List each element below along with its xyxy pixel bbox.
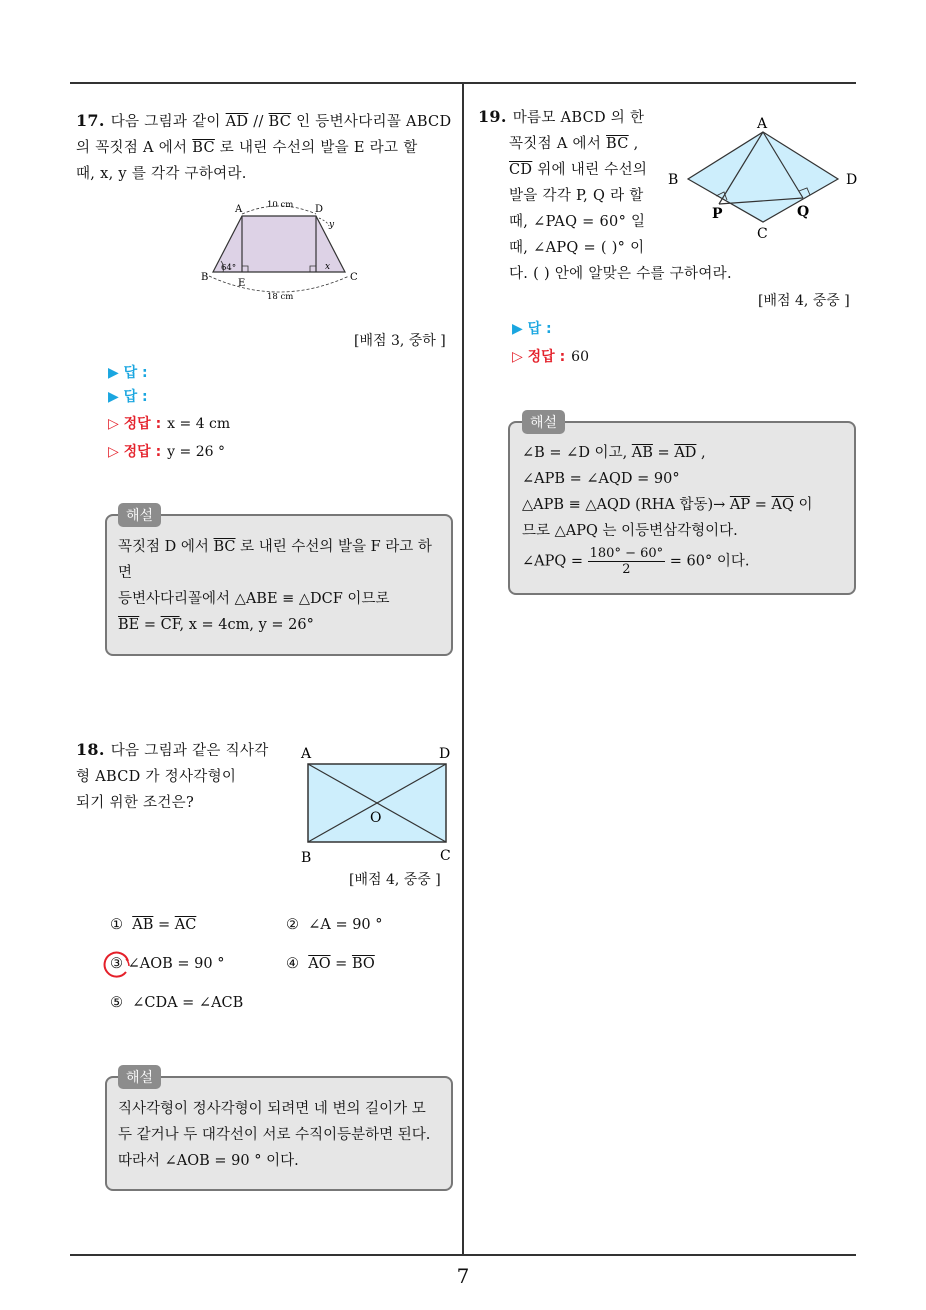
q19-number: 19. <box>478 107 507 126</box>
q18-label-D: D <box>439 746 451 762</box>
q18-score: [배점 4, 중중 ] <box>349 872 441 888</box>
q19-label-B: B <box>668 172 679 188</box>
q18-choice-2[interactable]: ② ∠A = 90 ° <box>286 917 383 933</box>
q18-number: 18. <box>76 740 105 759</box>
q17-question <box>76 108 460 187</box>
q17-angle-label: 64° <box>221 263 237 273</box>
q18-label-B: B <box>301 850 312 866</box>
q19-solution-tag: 해설 <box>522 410 565 434</box>
q17-correct-1: ▷ 정답 : x = 4 cm <box>108 416 231 432</box>
q19-question: 19. 마름모 ABCD 의 한 꼭짓점 A 에서 $\overline{BC}$ , $\overline{CD}$ 위에 내린 수선의 발을 각각 P, Q 라 할 때, ∠PAQ = 60° 일 때, ∠APQ = ( )° 이 다. ( ) 안에 알맞은 수를 구하여라. <box>478 107 732 282</box>
q19-label-C: C <box>757 226 768 242</box>
q19-answer-input[interactable]: ▶ 답 : <box>512 321 552 337</box>
q18-label-A: A <box>301 746 312 762</box>
q19-correct: ▷ 정답 : 60 <box>512 349 589 365</box>
q17-label-A: A <box>235 204 243 215</box>
q17-label-B: B <box>201 272 209 283</box>
q19-label-Q: Q <box>797 204 810 220</box>
q18-correct-answer-circle-icon <box>102 950 132 980</box>
page-number: 7 <box>456 1264 470 1288</box>
q17-bottom-length: 18 cm <box>267 292 294 302</box>
q18-label-O: O <box>370 810 382 826</box>
q17-number: 17. <box>76 111 105 130</box>
q18-choice-5[interactable]: ⑤ ∠CDA = ∠ACB <box>110 995 244 1011</box>
q18-choice-3[interactable]: ③ ∠AOB = 90 ° <box>110 956 225 972</box>
q17-correct-2: ▷ 정답 : y = 26 ° <box>108 444 225 460</box>
q19-label-P: P <box>712 206 723 222</box>
q19-label-A: A <box>757 116 768 132</box>
q17-top-length: 10 cm <box>267 200 294 210</box>
q18-solution-tag: 해설 <box>118 1065 161 1089</box>
q17-solution-tag: 해설 <box>118 503 161 527</box>
q18-question: 18. 다음 그림과 같은 직사각 형 ABCD 가 정사각형이 되기 위한 조건은? <box>76 740 269 811</box>
q17-answer-input-2[interactable]: ▶ 답 : <box>108 389 148 405</box>
q17-line2: 의 꼭짓점 A 에서 $\overline{BC}$ 로 내린 수선의 발을 E 라고 할 <box>76 140 418 156</box>
q19-solution-text: ∠B = ∠D 이고, $\overline{AB} = \overline{AD}$ , ∠APB = ∠AQD = 90° △APB ≡ △AQD (RHA 합동)→ $\overline{AP} = \overline{AQ}$ 이 므로 △APQ 는 이등변삼각형이다. ∠APQ = $\frac{180^\circ - 60^\circ}{2}$ = 60° 이다. <box>522 445 813 577</box>
q19-fraction: $\frac{180^\circ - 60^\circ}{2}$ <box>589 546 664 577</box>
q19-label-D: D <box>846 172 858 188</box>
q17-score: [배점 3, 중하 ] <box>354 333 446 349</box>
q17-answer-input-1[interactable]: ▶ 답 : <box>108 365 148 381</box>
q18-choice-4[interactable]: ④ $\overline{AO} = \overline{BO}$ <box>286 956 375 972</box>
q19-rhombus-figure <box>660 112 860 244</box>
q17-label-C: C <box>350 272 358 283</box>
q17-line3: 때, x, y 를 각각 구하여라. <box>76 166 247 182</box>
q18-solution-text: 직사각형이 정사각형이 되려면 네 변의 길이가 모 두 같거나 두 대각선이 서로 수직이등분하면 된다. 따라서 ∠AOB = 90 ° 이다. <box>118 1101 431 1169</box>
q19-score: [배점 4, 중중 ] <box>758 293 850 309</box>
q18-label-C: C <box>440 848 451 864</box>
bottom-rule <box>70 1254 856 1256</box>
q17-trapezoid-figure <box>195 196 365 306</box>
q17-label-D: D <box>315 204 324 215</box>
q17-solution-text: 꼭짓점 D 에서 $\overline{BC}$ 로 내린 수선의 발을 F 라고 하 면 등변사다리꼴에서 △ABE ≡ △DCF 이므로 $\overline{BE} = \overline{CF}$, x = 4cm, y = 26° <box>118 539 432 633</box>
q18-choice-1[interactable]: ① $\overline{AB} = \overline{AC}$ <box>110 917 197 933</box>
q18-rectangle-figure <box>295 742 465 867</box>
q17-y-label: y <box>329 220 335 230</box>
q17-line1: 17. 다음 그림과 같이 $\overline{AD} // \overline{BC}$ 인 등변사다리꼴 ABCD <box>76 111 452 130</box>
q17-x-label: x <box>325 262 331 272</box>
q17-label-E: E <box>238 278 246 289</box>
column-divider <box>462 84 464 1254</box>
